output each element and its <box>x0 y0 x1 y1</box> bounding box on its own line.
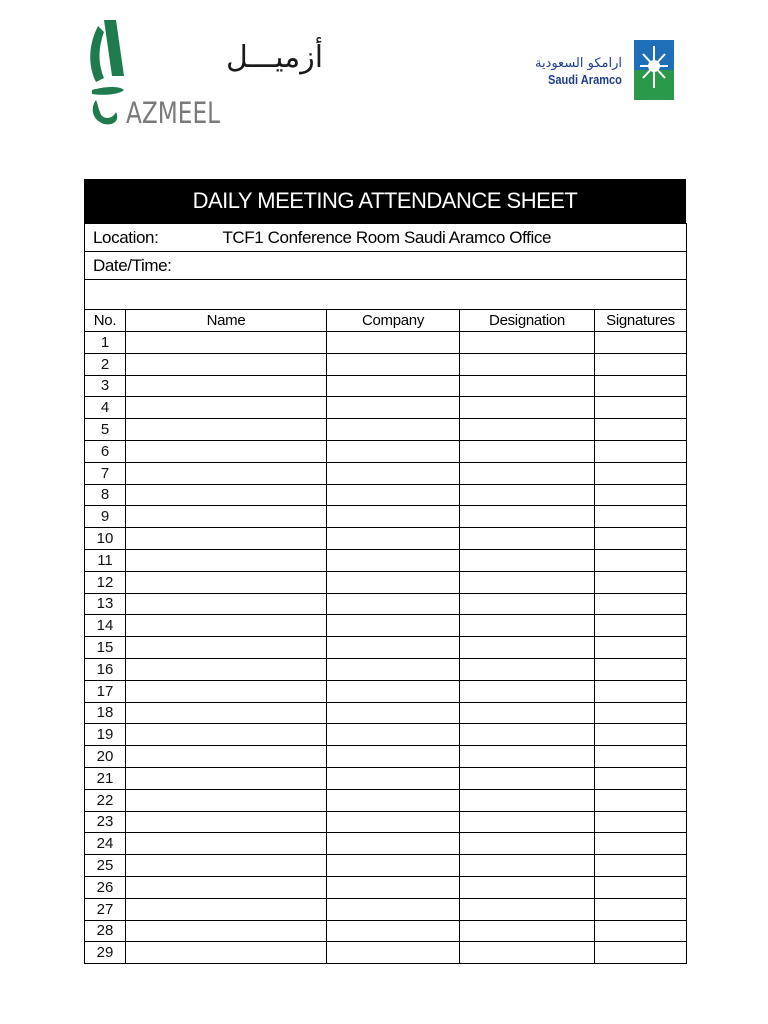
name-cell[interactable] <box>126 462 327 484</box>
name-cell[interactable] <box>126 855 327 877</box>
row-number: 29 <box>85 942 126 964</box>
azmeel-logo <box>86 16 324 130</box>
row-number: 5 <box>85 419 126 441</box>
name-cell[interactable] <box>126 811 327 833</box>
row-number: 26 <box>85 876 126 898</box>
signature-cell[interactable] <box>595 855 687 877</box>
designation-cell[interactable] <box>460 375 595 397</box>
designation-cell[interactable] <box>460 658 595 680</box>
signature-cell[interactable] <box>595 593 687 615</box>
company-cell[interactable] <box>327 680 460 702</box>
name-cell[interactable] <box>126 746 327 768</box>
company-cell[interactable] <box>327 767 460 789</box>
signature-cell[interactable] <box>595 658 687 680</box>
attendee-row <box>85 920 687 942</box>
attendee-row <box>85 353 687 375</box>
spacer-row <box>85 280 687 310</box>
row-number: 14 <box>85 615 126 637</box>
designation-cell[interactable] <box>460 855 595 877</box>
column-header-company: Company <box>327 310 460 332</box>
row-number: 17 <box>85 680 126 702</box>
signature-cell[interactable] <box>595 440 687 462</box>
designation-cell[interactable] <box>460 440 595 462</box>
company-cell[interactable] <box>327 920 460 942</box>
row-number: 1 <box>85 332 126 354</box>
column-header-row <box>85 310 687 332</box>
row-number: 15 <box>85 637 126 659</box>
name-cell[interactable] <box>126 397 327 419</box>
company-cell[interactable] <box>327 724 460 746</box>
datetime-row <box>85 252 687 280</box>
designation-cell[interactable] <box>460 811 595 833</box>
attendee-row <box>85 658 687 680</box>
signature-cell[interactable] <box>595 397 687 419</box>
column-header-signatures: Signatures <box>595 310 687 332</box>
company-cell[interactable] <box>327 462 460 484</box>
signature-cell[interactable] <box>595 811 687 833</box>
signature-cell[interactable] <box>595 484 687 506</box>
attendee-row <box>85 855 687 877</box>
company-cell[interactable] <box>327 811 460 833</box>
designation-cell[interactable] <box>460 506 595 528</box>
name-cell[interactable] <box>126 549 327 571</box>
signature-cell[interactable] <box>595 767 687 789</box>
name-cell[interactable] <box>126 332 327 354</box>
attendee-row <box>85 789 687 811</box>
attendee-row <box>85 680 687 702</box>
designation-cell[interactable] <box>460 680 595 702</box>
signature-cell[interactable] <box>595 637 687 659</box>
attendance-table <box>84 223 687 964</box>
name-cell[interactable] <box>126 484 327 506</box>
company-cell[interactable] <box>327 375 460 397</box>
column-header-no: No. <box>85 310 126 332</box>
row-number: 13 <box>85 593 126 615</box>
company-cell[interactable] <box>327 789 460 811</box>
attendee-row <box>85 767 687 789</box>
row-number: 2 <box>85 353 126 375</box>
designation-cell[interactable] <box>460 702 595 724</box>
attendee-row <box>85 637 687 659</box>
attendee-row <box>85 440 687 462</box>
name-cell[interactable] <box>126 724 327 746</box>
row-number: 28 <box>85 920 126 942</box>
designation-cell[interactable] <box>460 332 595 354</box>
saudi-aramco-logo <box>534 40 674 102</box>
company-cell[interactable] <box>327 855 460 877</box>
name-cell[interactable] <box>126 789 327 811</box>
company-cell[interactable] <box>327 593 460 615</box>
designation-cell[interactable] <box>460 767 595 789</box>
attendee-row <box>85 462 687 484</box>
company-cell[interactable] <box>327 506 460 528</box>
designation-cell[interactable] <box>460 615 595 637</box>
company-cell[interactable] <box>327 419 460 441</box>
company-cell[interactable] <box>327 942 460 964</box>
name-cell[interactable] <box>126 637 327 659</box>
designation-cell[interactable] <box>460 528 595 550</box>
name-cell[interactable] <box>126 571 327 593</box>
name-cell[interactable] <box>126 702 327 724</box>
signature-cell[interactable] <box>595 615 687 637</box>
attendee-row <box>85 571 687 593</box>
designation-cell[interactable] <box>460 898 595 920</box>
row-number: 11 <box>85 549 126 571</box>
attendee-row <box>85 702 687 724</box>
name-cell[interactable] <box>126 658 327 680</box>
attendee-row <box>85 746 687 768</box>
row-number: 7 <box>85 462 126 484</box>
azmeel-arabic-name: أزميـــل <box>226 40 324 75</box>
row-number: 4 <box>85 397 126 419</box>
designation-cell[interactable] <box>460 397 595 419</box>
signature-cell[interactable] <box>595 419 687 441</box>
company-cell[interactable] <box>327 615 460 637</box>
row-number: 22 <box>85 789 126 811</box>
attendee-row <box>85 942 687 964</box>
designation-cell[interactable] <box>460 942 595 964</box>
designation-cell[interactable] <box>460 746 595 768</box>
attendee-row <box>85 898 687 920</box>
attendee-row <box>85 375 687 397</box>
designation-cell[interactable] <box>460 571 595 593</box>
company-cell[interactable] <box>327 549 460 571</box>
company-cell[interactable] <box>327 571 460 593</box>
name-cell[interactable] <box>126 680 327 702</box>
aramco-arabic-name: ارامكو السعودية <box>534 56 622 71</box>
name-cell[interactable] <box>126 876 327 898</box>
attendee-row <box>85 876 687 898</box>
signature-cell[interactable] <box>595 942 687 964</box>
designation-cell[interactable] <box>460 419 595 441</box>
name-cell[interactable] <box>126 419 327 441</box>
attendee-row <box>85 615 687 637</box>
company-cell[interactable] <box>327 876 460 898</box>
designation-cell[interactable] <box>460 637 595 659</box>
signature-cell[interactable] <box>595 789 687 811</box>
row-number: 6 <box>85 440 126 462</box>
name-cell[interactable] <box>126 898 327 920</box>
designation-cell[interactable] <box>460 462 595 484</box>
row-number: 16 <box>85 658 126 680</box>
signature-cell[interactable] <box>595 833 687 855</box>
designation-cell[interactable] <box>460 353 595 375</box>
company-cell[interactable] <box>327 746 460 768</box>
row-number: 3 <box>85 375 126 397</box>
attendee-row <box>85 811 687 833</box>
signature-cell[interactable] <box>595 462 687 484</box>
row-number: 23 <box>85 811 126 833</box>
designation-cell[interactable] <box>460 549 595 571</box>
signature-cell[interactable] <box>595 876 687 898</box>
row-number: 10 <box>85 528 126 550</box>
company-cell[interactable] <box>327 353 460 375</box>
signature-cell[interactable] <box>595 746 687 768</box>
signature-cell[interactable] <box>595 528 687 550</box>
designation-cell[interactable] <box>460 920 595 942</box>
attendee-row <box>85 833 687 855</box>
azmeel-english-name: AZMEEL <box>126 96 221 130</box>
row-number: 27 <box>85 898 126 920</box>
row-number: 18 <box>85 702 126 724</box>
attendee-row <box>85 506 687 528</box>
aramco-english-name: Saudi Aramco <box>548 72 622 87</box>
signature-cell[interactable] <box>595 332 687 354</box>
location-row <box>85 224 687 252</box>
row-number: 12 <box>85 571 126 593</box>
company-cell[interactable] <box>327 898 460 920</box>
sheet-title: DAILY MEETING ATTENDANCE SHEET <box>84 179 686 223</box>
row-number: 9 <box>85 506 126 528</box>
name-cell[interactable] <box>126 440 327 462</box>
name-cell[interactable] <box>126 506 327 528</box>
row-number: 8 <box>85 484 126 506</box>
attendee-row <box>85 419 687 441</box>
name-cell[interactable] <box>126 833 327 855</box>
company-cell[interactable] <box>327 397 460 419</box>
company-cell[interactable] <box>327 440 460 462</box>
attendance-sheet <box>84 179 686 964</box>
row-number: 21 <box>85 767 126 789</box>
name-cell[interactable] <box>126 593 327 615</box>
signature-cell[interactable] <box>595 375 687 397</box>
attendee-row <box>85 593 687 615</box>
column-header-designation: Designation <box>460 310 595 332</box>
name-cell[interactable] <box>126 375 327 397</box>
name-cell[interactable] <box>126 528 327 550</box>
designation-cell[interactable] <box>460 593 595 615</box>
signature-cell[interactable] <box>595 353 687 375</box>
attendee-row <box>85 332 687 354</box>
row-number: 20 <box>85 746 126 768</box>
company-cell[interactable] <box>327 702 460 724</box>
location-value: TCF1 Conference Room Saudi Aramco Office <box>222 227 551 247</box>
signature-cell[interactable] <box>595 898 687 920</box>
company-cell[interactable] <box>327 528 460 550</box>
row-number: 19 <box>85 724 126 746</box>
company-cell[interactable] <box>327 833 460 855</box>
designation-cell[interactable] <box>460 484 595 506</box>
column-header-name: Name <box>126 310 327 332</box>
aramco-star-icon <box>634 40 674 100</box>
signature-cell[interactable] <box>595 549 687 571</box>
company-cell[interactable] <box>327 484 460 506</box>
designation-cell[interactable] <box>460 724 595 746</box>
name-cell[interactable] <box>126 615 327 637</box>
location-label: Location: <box>93 227 159 247</box>
attendee-row <box>85 724 687 746</box>
name-cell[interactable] <box>126 920 327 942</box>
company-cell[interactable] <box>327 658 460 680</box>
name-cell[interactable] <box>126 767 327 789</box>
row-number: 25 <box>85 855 126 877</box>
company-cell[interactable] <box>327 332 460 354</box>
datetime-label: Date/Time: <box>93 255 172 275</box>
name-cell[interactable] <box>126 353 327 375</box>
signature-cell[interactable] <box>595 571 687 593</box>
signature-cell[interactable] <box>595 506 687 528</box>
attendee-row <box>85 397 687 419</box>
company-cell[interactable] <box>327 637 460 659</box>
attendee-row <box>85 528 687 550</box>
designation-cell[interactable] <box>460 789 595 811</box>
attendee-row <box>85 484 687 506</box>
designation-cell[interactable] <box>460 833 595 855</box>
signature-cell[interactable] <box>595 724 687 746</box>
signature-cell[interactable] <box>595 920 687 942</box>
signature-cell[interactable] <box>595 680 687 702</box>
designation-cell[interactable] <box>460 876 595 898</box>
row-number: 24 <box>85 833 126 855</box>
attendee-row <box>85 549 687 571</box>
name-cell[interactable] <box>126 942 327 964</box>
signature-cell[interactable] <box>595 702 687 724</box>
